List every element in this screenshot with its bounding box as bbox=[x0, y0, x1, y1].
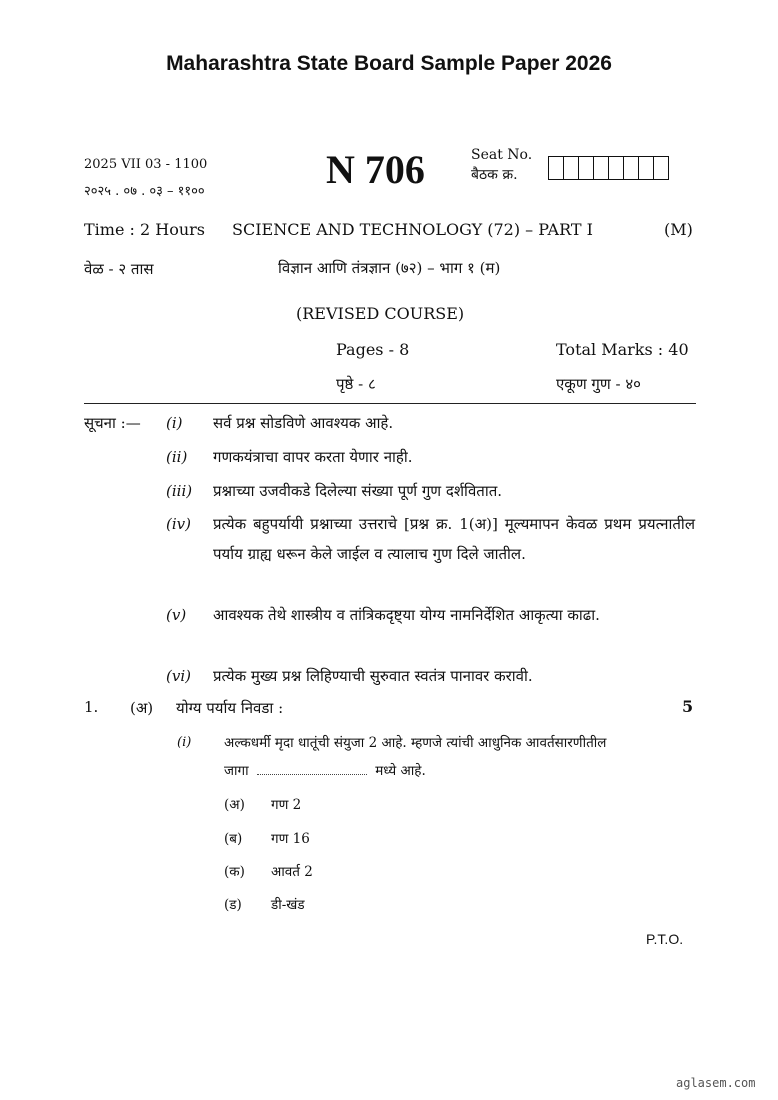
sub-question-text-continued bbox=[224, 761, 426, 779]
sub-question-text: अल्कधर्मी मृदा धातूंची संयुजा 2 आहे. म्हणजे त्यांची आधुनिक आवर्तसारणीतील bbox=[224, 735, 607, 751]
instructions-label: सूचना :— bbox=[84, 414, 141, 432]
seat-box bbox=[594, 157, 609, 179]
option-label: (क) bbox=[224, 864, 245, 880]
question-part: (अ) bbox=[130, 699, 154, 717]
sub-question-number: (i) bbox=[177, 735, 192, 750]
medium: (M) bbox=[664, 220, 693, 239]
seat-number-boxes bbox=[548, 156, 669, 180]
instruction-text: सर्व प्रश्न सोडविणे आवश्यक आहे. bbox=[213, 414, 394, 432]
sub-question-text-end: मध्ये आहे. bbox=[375, 763, 426, 779]
instruction-text: गणकयंत्राचा वापर करता येणार नाही. bbox=[213, 448, 413, 466]
seat-label-english: Seat No. bbox=[471, 147, 533, 163]
exam-code-english: 2025 VII 03 - 1100 bbox=[84, 157, 208, 172]
question-number: 1. bbox=[84, 698, 99, 716]
option-text: गण 2 bbox=[271, 797, 302, 813]
seat-box bbox=[639, 157, 654, 179]
total-marks-marathi: एकूण गुण - ४० bbox=[556, 375, 641, 393]
page-turn-note: P.T.O. bbox=[646, 931, 684, 947]
option-text: आवर्त 2 bbox=[271, 864, 313, 880]
question-heading: योग्य पर्याय निवडा : bbox=[176, 699, 284, 717]
paper-code: N 706 bbox=[326, 147, 425, 192]
subject-english: SCIENCE AND TECHNOLOGY (72) – PART I bbox=[232, 220, 593, 239]
course-label: (REVISED COURSE) bbox=[296, 304, 465, 323]
instruction-number: (v) bbox=[166, 606, 187, 624]
instruction-text: प्रश्नाच्या उजवीकडे दिलेल्या संख्या पूर्ण गुण दर्शवितात. bbox=[213, 482, 503, 500]
instruction-text: प्रत्येक बहुपर्यायी प्रश्नाच्या उत्तराचे [प्रश्न क्र. 1(अ)] मूल्यमापन केवळ प्रथम प्रयत्नातील पर्याय ग्राह्य धरून केले जाईल व त्यालाच गुण दिले जातील. bbox=[213, 515, 695, 563]
page-title: Maharashtra State Board Sample Paper 2026 bbox=[166, 52, 612, 75]
instruction-number: (iv) bbox=[166, 515, 191, 533]
time-marathi: वेळ - २ तास bbox=[84, 260, 154, 278]
option-label: (ड) bbox=[224, 897, 242, 913]
instruction-number: (vi) bbox=[166, 667, 191, 685]
option-text: डी-खंड bbox=[271, 897, 305, 913]
exam-code-marathi: २०२५ . ०७ . ०३ – ११०० bbox=[84, 184, 205, 199]
blank-line bbox=[257, 774, 367, 775]
instruction-number: (i) bbox=[166, 414, 183, 432]
instruction-text: प्रत्येक मुख्य प्रश्न लिहिण्याची सुरुवात स्वतंत्र पानावर करावी. bbox=[213, 667, 533, 685]
seat-box bbox=[579, 157, 594, 179]
header-divider bbox=[84, 403, 696, 404]
pages-marathi: पृष्ठे - ८ bbox=[336, 375, 376, 393]
option-text: गण 16 bbox=[271, 831, 310, 847]
question-marks: 5 bbox=[682, 697, 694, 716]
seat-box bbox=[609, 157, 624, 179]
sub-question-text-start: जागा bbox=[224, 763, 249, 779]
seat-box bbox=[654, 157, 668, 179]
seat-box bbox=[564, 157, 579, 179]
instruction-number: (iii) bbox=[166, 482, 193, 500]
instruction-text: आवश्यक तेथे शास्त्रीय व तांत्रिकदृष्ट्या योग्य नामनिर्देशित आकृत्या काढा. bbox=[213, 606, 600, 624]
subject-marathi: विज्ञान आणि तंत्रज्ञान (७२) – भाग १ (म) bbox=[278, 259, 501, 277]
source-watermark: aglasem.com bbox=[676, 1076, 756, 1090]
seat-box bbox=[549, 157, 564, 179]
instruction-number: (ii) bbox=[166, 448, 188, 466]
option-label: (ब) bbox=[224, 831, 243, 847]
total-marks-english: Total Marks : 40 bbox=[556, 340, 689, 359]
seat-box bbox=[624, 157, 639, 179]
time-english: Time : 2 Hours bbox=[84, 220, 206, 239]
seat-label-marathi: बैठक क्र. bbox=[471, 167, 518, 183]
option-label: (अ) bbox=[224, 797, 245, 813]
pages-english: Pages - 8 bbox=[336, 340, 410, 359]
